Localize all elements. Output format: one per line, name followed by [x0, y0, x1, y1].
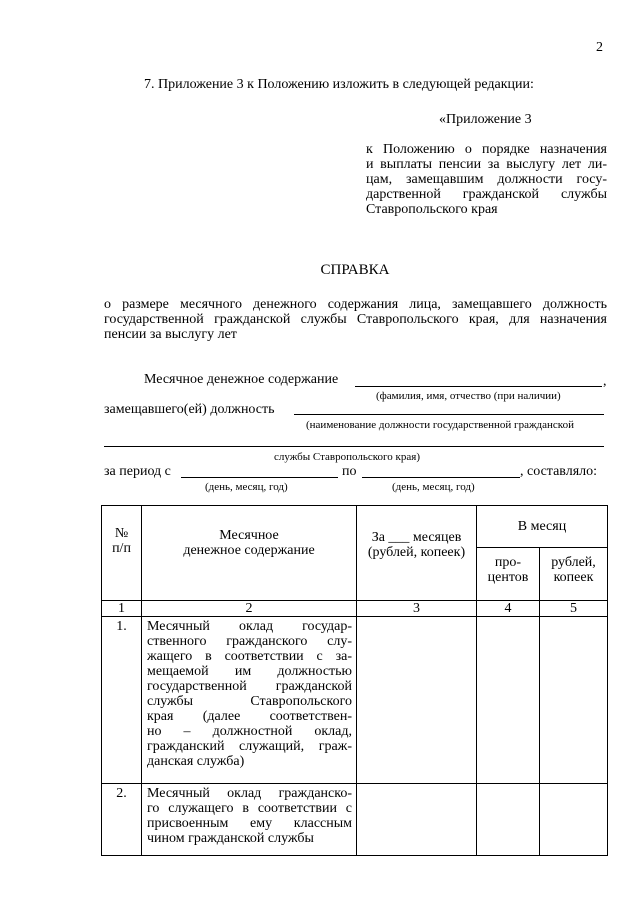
header-for-months: За ___ месяцев (рублей, копеек) — [357, 506, 477, 601]
row-num: 2. — [102, 784, 142, 856]
doc-subtitle — [104, 297, 607, 342]
appendix-line: к Положению о порядке назначения — [366, 142, 607, 157]
col-number: 2 — [142, 601, 357, 617]
position-underline[interactable] — [294, 414, 604, 415]
appendix-line: цам, замещавшим должности госу- — [366, 172, 607, 187]
doc-subtitle-line: пенсии за выслугу лет — [104, 327, 237, 342]
salary-label: Месячное денежное содержание — [144, 372, 339, 387]
row-value-rubles[interactable] — [540, 617, 608, 784]
date-to-underline[interactable] — [362, 477, 520, 478]
column-number-row — [102, 601, 608, 617]
col-number: 1 — [102, 601, 142, 617]
header-percent: про- центов — [477, 548, 540, 601]
row-description: Месячный оклад гражданско- го служащего в соответствии с присвоенным ему классным чином гражданской службы — [142, 784, 357, 856]
period-to: по — [342, 464, 357, 479]
period-end: , составляло: — [520, 464, 598, 479]
appendix-title: «Приложение 3 — [439, 112, 532, 127]
appendix-line: Ставропольского края — [366, 202, 498, 217]
col-number: 5 — [540, 601, 608, 617]
doc-title: СПРАВКА — [320, 262, 390, 278]
header-num: № п/п — [102, 506, 142, 601]
row-value-months[interactable] — [357, 784, 477, 856]
appendix-subtitle — [366, 142, 607, 217]
table-header-row — [102, 506, 608, 548]
fio-underline[interactable] — [355, 386, 602, 387]
position-hint: (наименование должности государственной гражданской — [306, 419, 574, 431]
row-description: Месячный оклад государ- ственного гражданского слу- жащего в соответствии с за- мещаемой им должностью государственной гражданской службы Ставропольского края (далее соответствен- но – должностной оклад, гражданский служащий, граж- данская служба) — [142, 617, 357, 784]
salary-comma: , — [603, 374, 607, 389]
date-hint-from: (день, месяц, год) — [205, 481, 288, 493]
row-value-months[interactable] — [357, 617, 477, 784]
position-underline-2[interactable] — [104, 446, 604, 447]
row-value-percent[interactable] — [477, 784, 540, 856]
appendix-line: и выплаты пенсии за выслугу лет ли- — [366, 157, 607, 172]
appendix-line: дарственной гражданской службы — [366, 187, 607, 202]
header-rubles: рублей, копеек — [540, 548, 608, 601]
service-hint: службы Ставропольского края) — [274, 451, 420, 463]
doc-subtitle-line: о размере месячного денежного содержания лица, замещавшего должность — [104, 297, 607, 312]
doc-subtitle-line: государственной гражданской службы Ставропольского края, для назначения — [104, 312, 607, 327]
salary-table — [101, 505, 608, 856]
header-per-month: В месяц — [477, 506, 608, 548]
col-number: 3 — [357, 601, 477, 617]
page-number: 2 — [596, 40, 603, 55]
intro-text: 7. Приложение 3 к Положению изложить в следующей редакции: — [144, 77, 534, 92]
fio-hint: (фамилия, имя, отчество (при наличии) — [376, 390, 561, 402]
position-label: замещавшего(ей) должность — [104, 402, 275, 417]
period-label: за период с — [104, 464, 171, 479]
date-from-underline[interactable] — [181, 477, 338, 478]
header-desc: Месячное денежное содержание — [142, 506, 357, 601]
col-number: 4 — [477, 601, 540, 617]
row-value-percent[interactable] — [477, 617, 540, 784]
date-hint-to: (день, месяц, год) — [392, 481, 475, 493]
row-value-rubles[interactable] — [540, 784, 608, 856]
table-row — [102, 784, 608, 856]
table-row — [102, 617, 608, 784]
row-num: 1. — [102, 617, 142, 784]
